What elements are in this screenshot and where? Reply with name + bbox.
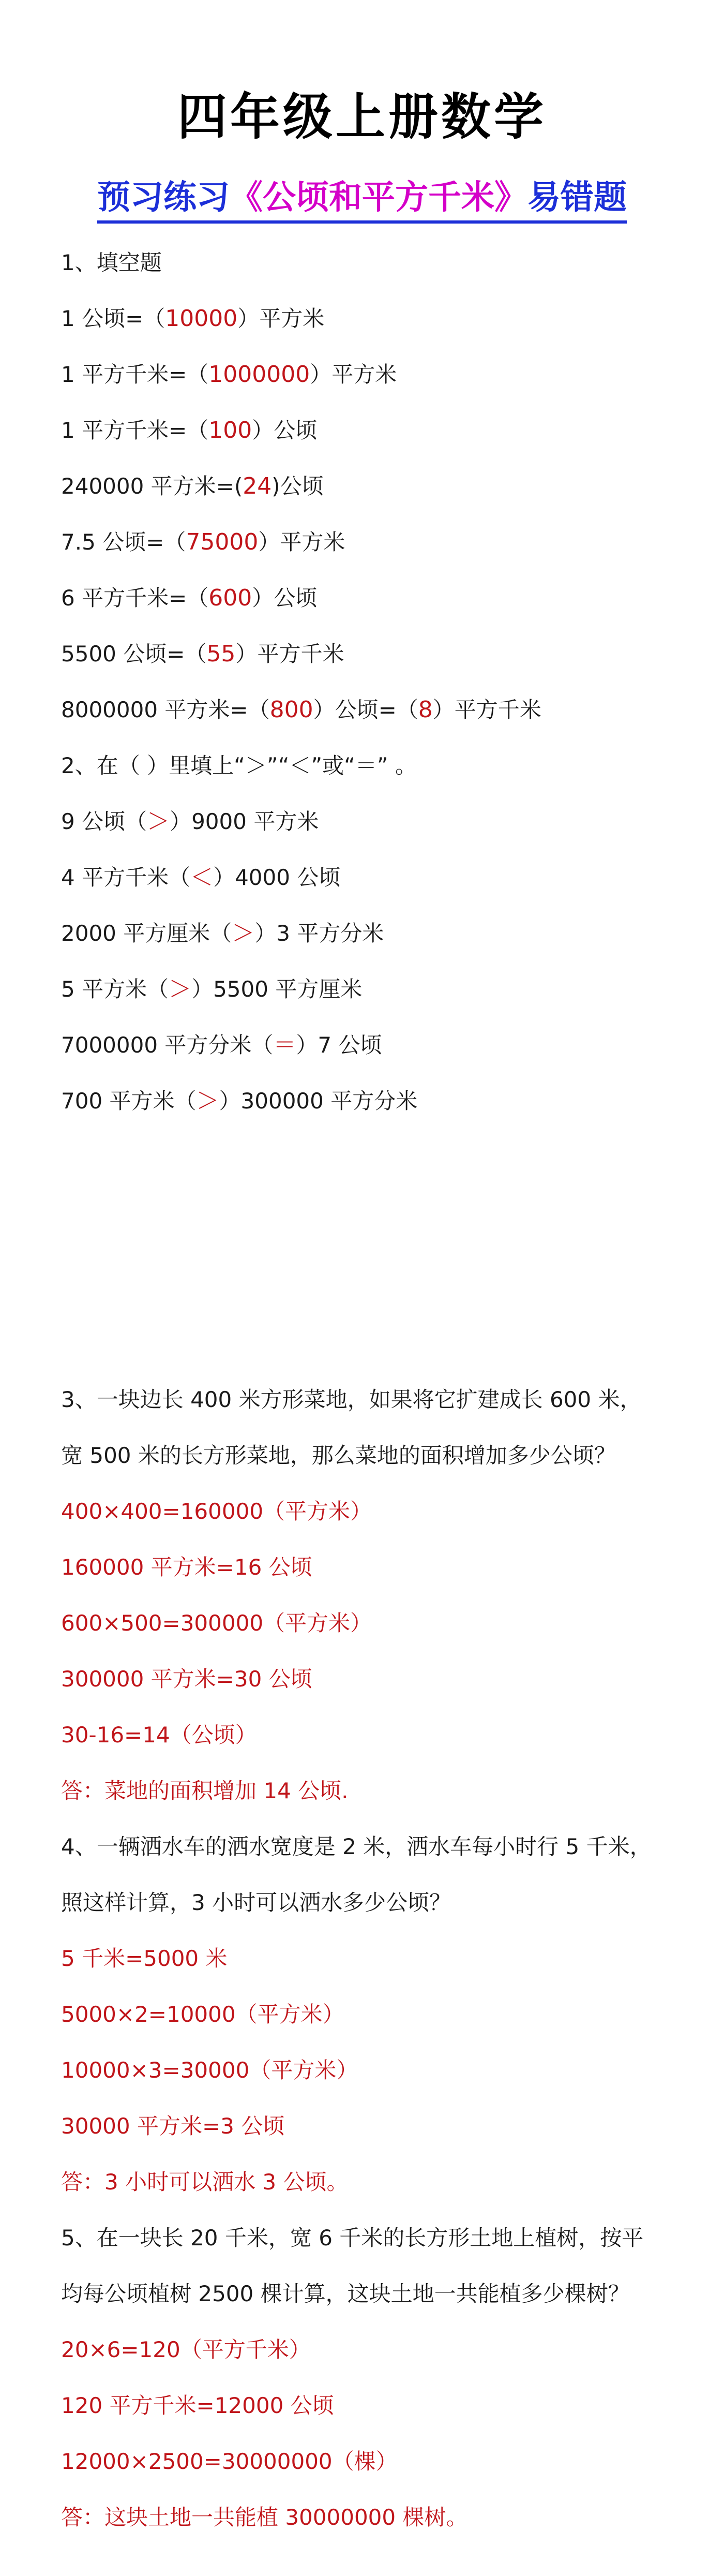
problem4-answer: 答：3 小时可以洒水 3 公顷。 bbox=[61, 2169, 349, 2195]
problem3-question-line2: 宽 500 米的长方形菜地，那么菜地的面积增加多少公顷？ bbox=[61, 1443, 616, 1468]
compare-item: 5 平方米（＞）5500 平方厘米 bbox=[61, 976, 363, 1002]
problem4-step: 30000 平方米=3 公顷 bbox=[61, 2113, 285, 2139]
problem3-step: 300000 平方米=30 公顷 bbox=[61, 1666, 312, 1692]
problem4-question-line2: 照这样计算，3 小时可以洒水多少公顷？ bbox=[61, 1890, 451, 1915]
problem4-question-line1: 4、一辆洒水车的洒水宽度是 2 米，洒水车每小时行 5 千米， bbox=[61, 1834, 652, 1859]
problem5-step: 12000×2500=30000000（棵） bbox=[61, 2449, 398, 2474]
problem5-step: 120 平方千米=12000 公顷 bbox=[61, 2393, 334, 2418]
compare-answer: ＜ bbox=[190, 864, 214, 891]
fill-item: 8000000 平方米=（800）公顷=（8）平方千米 bbox=[61, 697, 541, 723]
compare-answer: ＝ bbox=[273, 1032, 296, 1058]
fill-answer: 55 bbox=[206, 641, 236, 667]
compare-item: 9 公顷（＞）9000 平方米 bbox=[61, 808, 319, 835]
fill-item: 6 平方千米=（600）公顷 bbox=[61, 585, 318, 611]
compare-item: 2000 平方厘米（＞）3 平方分米 bbox=[61, 920, 384, 946]
fill-answer: 1000000 bbox=[208, 361, 310, 388]
fill-item: 1 平方千米=（100）公顷 bbox=[61, 417, 318, 443]
page-subtitle bbox=[0, 171, 724, 224]
problem3-step: 30-16=14（公顷） bbox=[61, 1722, 257, 1748]
section2-heading: 2、在（ ）里填上“＞”“＜”或“＝” 。 bbox=[61, 753, 417, 778]
fill-answer: 800 bbox=[269, 697, 313, 723]
problem3-step: 160000 平方米=16 公顷 bbox=[61, 1555, 312, 1580]
compare-item: 700 平方米（＞）300000 平方分米 bbox=[61, 1088, 418, 1114]
subtitle-suffix: 易错题 bbox=[527, 171, 627, 224]
fill-item: 1 平方千米=（1000000）平方米 bbox=[61, 361, 397, 388]
compare-answer: ＞ bbox=[147, 808, 170, 835]
problem3-answer: 答：菜地的面积增加 14 公顷. bbox=[61, 1778, 349, 1803]
problem4-step: 10000×3=30000（平方米） bbox=[61, 2057, 358, 2083]
section1-heading: 1、填空题 bbox=[61, 250, 162, 275]
fill-answer: 8 bbox=[418, 697, 433, 723]
problem5-answer: 答：这块土地一共能植 30000000 棵树。 bbox=[61, 2505, 468, 2530]
fill-answer: 100 bbox=[208, 417, 252, 443]
fill-item: 5500 公顷=（55）平方千米 bbox=[61, 641, 344, 667]
page-title: 四年级上册数学 bbox=[177, 88, 547, 146]
fill-item: 1 公顷=（10000）平方米 bbox=[61, 305, 325, 332]
compare-item: 7000000 平方分米（＝）7 公顷 bbox=[61, 1032, 382, 1058]
compare-answer: ＞ bbox=[232, 920, 255, 946]
compare-answer: ＞ bbox=[196, 1088, 219, 1114]
problem4-step: 5 千米=5000 米 bbox=[61, 1946, 228, 1971]
fill-answer: 24 bbox=[243, 473, 272, 499]
problem5-question-line2: 均每公顷植树 2500 棵计算，这块土地一共能植多少棵树？ bbox=[61, 2281, 630, 2306]
fill-answer: 75000 bbox=[186, 529, 259, 555]
compare-item: 4 平方千米（＜）4000 公顷 bbox=[61, 864, 341, 891]
problem3-step: 600×500=300000（平方米） bbox=[61, 1610, 372, 1636]
fill-item: 7.5 公顷=（75000）平方米 bbox=[61, 529, 345, 555]
problem3-step: 400×400=160000（平方米） bbox=[61, 1499, 372, 1524]
fill-answer: 10000 bbox=[165, 305, 238, 332]
problem5-step: 20×6=120（平方千米） bbox=[61, 2337, 311, 2362]
subtitle-topic: 《公顷和平方千米》 bbox=[230, 171, 527, 224]
subtitle-prefix: 预习练习 bbox=[97, 171, 230, 224]
problem3-question-line1: 3、一块边长 400 米方形菜地，如果将它扩建成长 600 米， bbox=[61, 1387, 642, 1412]
fill-answer: 600 bbox=[208, 585, 252, 611]
problem5-question-line1: 5、在一块长 20 千米，宽 6 千米的长方形土地上植树，按平 bbox=[61, 2225, 644, 2251]
compare-answer: ＞ bbox=[169, 976, 192, 1002]
fill-item: 240000 平方米=(24)公顷 bbox=[61, 473, 324, 499]
problem4-step: 5000×2=10000（平方米） bbox=[61, 2002, 344, 2027]
